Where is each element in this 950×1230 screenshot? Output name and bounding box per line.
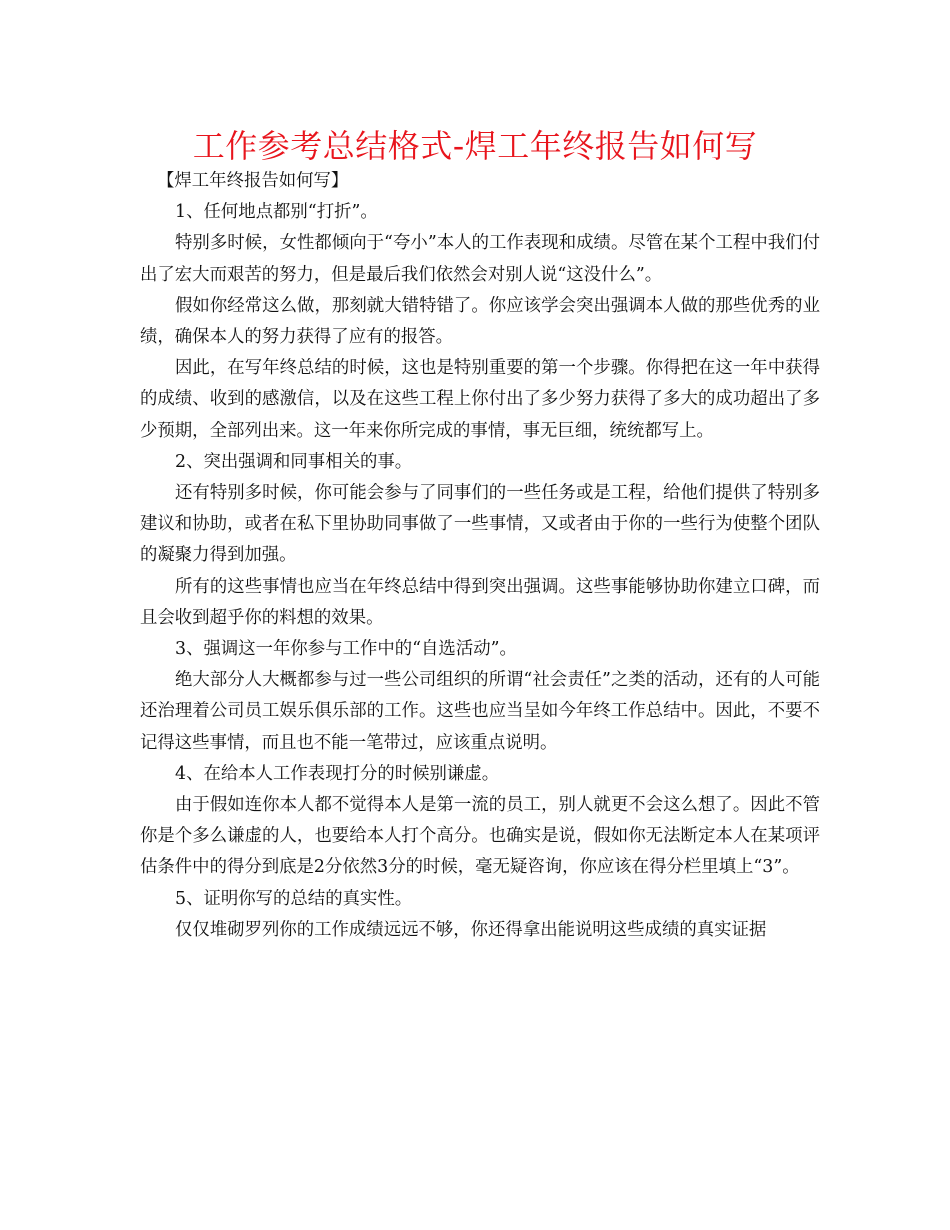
paragraph: 绝大部分人大概都参与过一些公司组织的所谓“社会责任”之类的活动，还有的人可能还治理着公司员工娱乐俱乐部的工作。这些也应当呈如今年终工作总结中。因此，不要不记得这些事情，而且也不能一笔带过，应该重点说明。 xyxy=(140,670,820,753)
paragraph: 所有的这些事情也应当在年终总结中得到突出强调。这些事能够协助你建立口碑，而且会收到超乎你的料想的效果。 xyxy=(140,576,820,628)
paragraph: 因此，在写年终总结的时候，这也是特别重要的第一个步骤。你得把在这一年中获得的成绩、收到的感激信，以及在这些工程上你付出了多少努力获得了多大的成功超出了多少预期，全部列出来。这一年来你所完成的事情，事无巨细，统统都写上。 xyxy=(140,358,820,441)
paragraph: 由于假如连你本人都不觉得本人是第一流的员工，别人就更不会这么想了。因此不管你是个多么谦虚的人，也要给本人打个高分。也确实是说，假如你无法断定本人在某项评估条件中的得分到底是2分依然3分的时候，毫无疑咨询，你应该在得分栏里填上“3”。 xyxy=(140,795,820,878)
section-heading-4: 4、在给本人工作表现打分的时候别谦虚。 xyxy=(175,763,500,784)
document-title: 工作参考总结格式-焊工年终报告如何写 xyxy=(192,127,758,165)
paragraph: 仅仅堆砌罗列你的工作成绩远远不够，你还得拿出能说明这些成绩的真实证据 xyxy=(175,919,767,940)
paragraph: 特别多时候，女性都倾向于“夸小”本人的工作表现和成绩。尽管在某个工程中我们付出了宏大而艰苦的努力，但是最后我们依然会对别人说“这没什么”。 xyxy=(140,233,820,285)
section-heading-5: 5、证明你写的总结的真实性。 xyxy=(175,888,413,909)
section-heading-1: 1、任何地点都别“打折”。 xyxy=(175,202,378,223)
document-body xyxy=(140,166,820,946)
document-subheading: 【焊工年终报告如何写】 xyxy=(157,171,349,191)
section-heading-3: 3、强调这一年你参与工作中的“自选活动”。 xyxy=(175,639,517,660)
paragraph: 假如你经常这么做，那刻就大错特错了。你应该学会突出强调本人做的那些优秀的业绩，确保本人的努力获得了应有的报答。 xyxy=(140,295,820,348)
section-heading-2: 2、突出强调和同事相关的事。 xyxy=(175,451,413,472)
paragraph: 还有特别多时候，你可能会参与了同事们的一些任务或是工程，给他们提供了特别多建议和协助，或者在私下里协助同事做了一些事情，又或者由于你的一些行为使整个团队的凝聚力得到加强。 xyxy=(140,483,820,566)
